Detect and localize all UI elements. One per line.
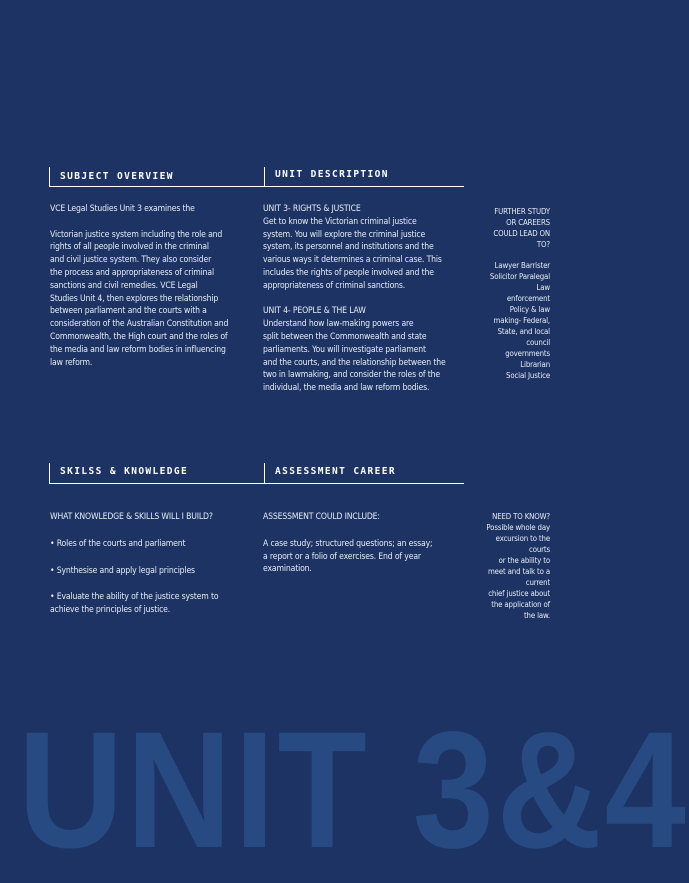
- header-assessment-career: ASSESSMENT CAREER: [275, 466, 397, 477]
- unit4-line: Understand how law-making powers are: [263, 319, 414, 330]
- career-item: Law: [536, 283, 550, 292]
- assessment-line: A case study; structured questions; an essay;: [263, 538, 433, 549]
- unit4-line: and the courts, and the relationship between the: [263, 357, 446, 368]
- header-rule-top: [49, 186, 464, 187]
- skills-question: WHAT KNOWLEDGE & SKILLS WILL I BUILD?: [50, 512, 213, 522]
- overview-line: the media and law reform bodies in influencing: [50, 344, 226, 355]
- assessment-title: ASSESSMENT COULD INCLUDE:: [263, 512, 380, 522]
- overview-line: rights of all people involved in the criminal: [50, 242, 209, 253]
- overview-line: law reform.: [50, 357, 93, 368]
- career-item: Solicitor Paralegal: [489, 272, 550, 281]
- need-to-know-line: or the ability to: [498, 556, 550, 565]
- career-item: Social Justice: [506, 371, 550, 380]
- career-item: Librarian: [520, 360, 550, 369]
- career-item: State, and local: [497, 327, 550, 336]
- header-skills-knowledge: SKILSS & KNOWLEDGE: [60, 466, 189, 477]
- career-item: governments: [505, 349, 550, 358]
- unit4-line: two in lawmaking, and consider the roles of the: [263, 370, 441, 381]
- career-item: council: [526, 338, 550, 347]
- need-to-know-line: courts: [529, 545, 550, 554]
- unit3-line: Get to know the Victorian criminal justice: [263, 216, 417, 227]
- subject-overview-text: [50, 203, 260, 369]
- unit4-line: parliaments. You will investigate parliament: [263, 344, 426, 355]
- need-to-know-line: chief justice about: [488, 589, 550, 598]
- header-bar-skills: [49, 463, 50, 483]
- overview-line: sanctions and civil remedies. VCE Legal: [50, 280, 198, 291]
- further-study-heading: FURTHER STUDY: [494, 207, 550, 216]
- unit3-line: system, its personnel and institutions and the: [263, 242, 434, 253]
- unit4-line: split between the Commonwealth and state: [263, 331, 427, 342]
- overview-line: Victorian justice system including the role and: [50, 229, 223, 240]
- overview-line: between parliament and the courts with a: [50, 306, 207, 317]
- assessment-text: [263, 511, 473, 576]
- career-item: making- Federal,: [493, 316, 550, 325]
- career-item: enforcement: [506, 294, 550, 303]
- unit3-line: appropriateness of criminal sanctions.: [263, 280, 406, 291]
- need-to-know-heading: NEED TO KNOW?: [492, 512, 550, 521]
- overview-intro: VCE Legal Studies Unit 3 examines the: [50, 204, 195, 214]
- header-rule-middle: [49, 483, 464, 484]
- further-study-heading: OR CAREERS: [506, 218, 550, 227]
- skill-item: achieve the principles of justice.: [50, 605, 171, 616]
- need-to-know-line: the law.: [523, 611, 550, 620]
- overview-line: Commonwealth, the High court and the roles of: [50, 331, 228, 342]
- unit3-title: UNIT 3- RIGHTS & JUSTICE: [263, 204, 361, 214]
- need-to-know-line: excursion to the: [495, 534, 550, 543]
- assessment-line: examination.: [263, 564, 312, 575]
- unit4-line: individual, the media and law reform bodies.: [263, 383, 430, 394]
- career-item: Policy & law: [509, 305, 550, 314]
- unit-description-text: [263, 203, 473, 395]
- unit3-line: includes the rights of people involved and the: [263, 267, 434, 278]
- need-to-know-line: meet and talk to a: [487, 567, 550, 576]
- skills-text: [50, 511, 262, 617]
- need-to-know-line: Possible whole day: [486, 523, 550, 532]
- overview-line: Studies Unit 4, then explores the relationship: [50, 293, 219, 304]
- skill-item: • Roles of the courts and parliament: [50, 538, 186, 549]
- header-bar-unit-description: [264, 167, 265, 186]
- skill-item: • Synthesise and apply legal principles: [50, 565, 195, 576]
- further-study-heading: TO?: [536, 240, 550, 249]
- overview-line: and civil justice system. They also consider: [50, 255, 212, 266]
- need-to-know-line: current: [525, 578, 550, 587]
- unit3-line: various ways it determines a criminal case. This: [263, 255, 442, 266]
- further-study-sidebar: [470, 206, 550, 381]
- header-bar-subject-overview: [49, 167, 50, 186]
- career-item: Lawyer Barrister: [494, 261, 550, 270]
- skill-item: • Evaluate the ability of the justice system to: [50, 592, 219, 603]
- header-bar-assessment: [264, 463, 265, 483]
- need-to-know-sidebar: [470, 511, 550, 621]
- further-study-heading: COULD LEAD ON: [493, 229, 550, 238]
- unit4-title: UNIT 4- PEOPLE & THE LAW: [263, 306, 366, 317]
- unit3-line: system. You will explore the criminal justice: [263, 229, 426, 240]
- big-unit-title: UNIT 3&4: [18, 698, 689, 883]
- overview-line: consideration of the Australian Constitution and: [50, 319, 229, 330]
- assessment-line: a report or a folio of exercises. End of year: [263, 551, 421, 562]
- need-to-know-line: the application of: [491, 600, 550, 609]
- header-unit-description: UNIT DESCRIPTION: [275, 169, 389, 180]
- header-subject-overview: SUBJECT OVERVIEW: [60, 171, 174, 182]
- overview-line: the process and appropriateness of criminal: [50, 267, 214, 278]
